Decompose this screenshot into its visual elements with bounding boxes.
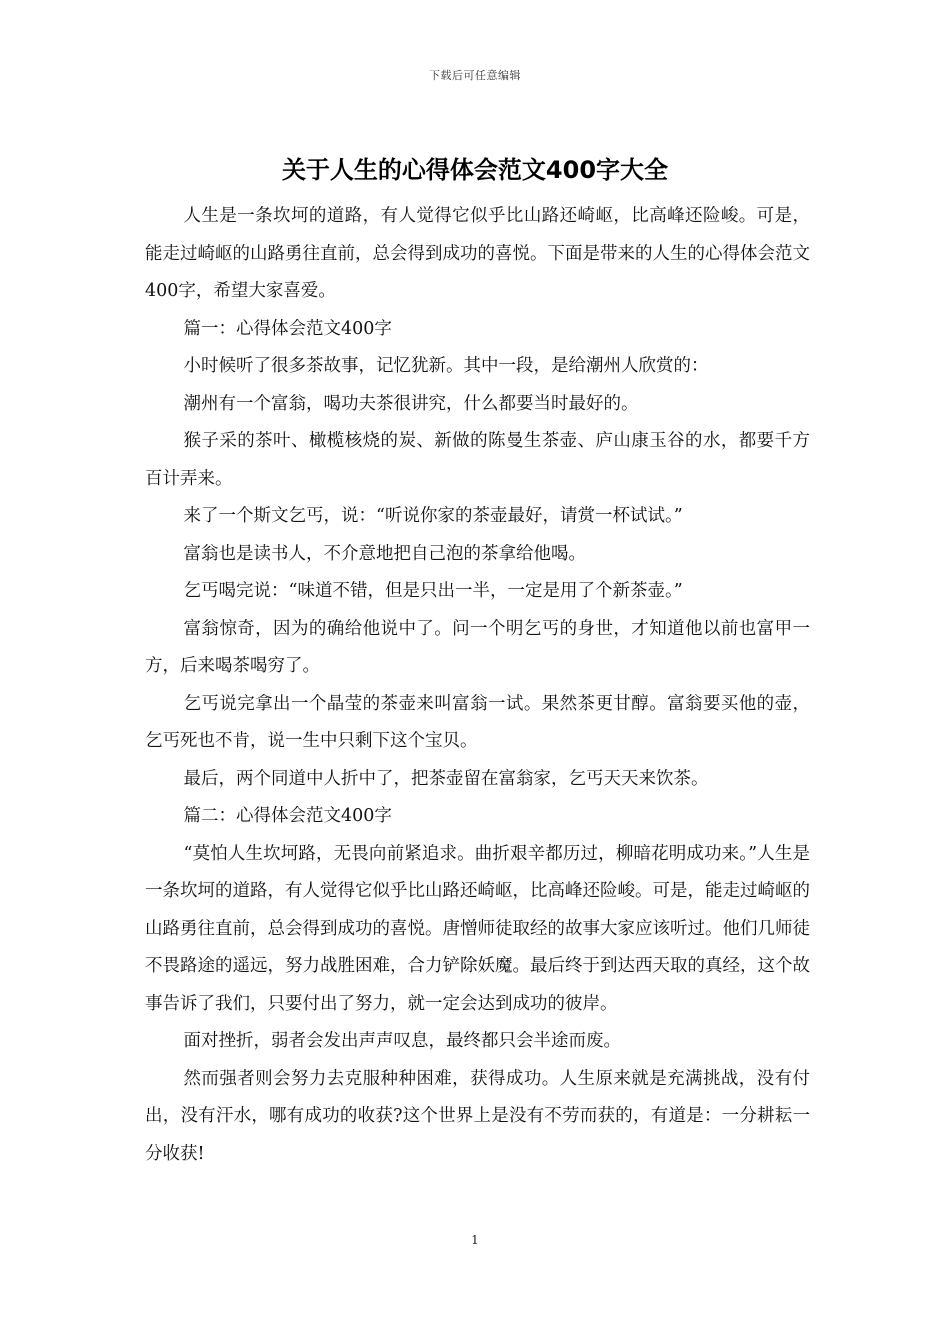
paragraph: 面对挫折，弱者会发出声声叹息，最终都只会半途而废。	[183, 1031, 621, 1051]
paragraph: 乞丐说完拿出一个晶莹的茶壶来叫富翁一试。果然茶更甘醇。富翁要买他的壶，乞丐死也不肯，说一生中只剩下这个宝贝。	[145, 693, 810, 751]
header-note: 下载后可任意编辑	[429, 69, 521, 82]
section-heading-1: 篇一：心得体会范文400字	[183, 318, 392, 339]
document-body	[145, 198, 810, 1173]
document-title: 关于人生的心得体会范文400字大全	[281, 156, 669, 184]
paragraph: 猴子采的茶叶、橄榄核烧的炭、新做的陈曼生茶壶、庐山康玉谷的水，都要千方百计弄来。	[145, 431, 810, 489]
paragraph: 小时候听了很多茶故事，记忆犹新。其中一段，是给潮州人欣赏的：	[183, 356, 709, 376]
paragraph: 乞丐喝完说：“味道不错，但是只出一半，一定是用了个新茶壶。”	[183, 581, 683, 601]
section-heading-2: 篇二：心得体会范文400字	[183, 806, 392, 826]
paragraph-intro: 人生是一条坎坷的道路，有人觉得它似乎比山路还崎岖，比高峰还险峻。可是，能走过崎岖的山路勇往直前，总会得到成功的喜悦。下面是带来的人生的心得体会范文400字，希望大家喜爱。	[145, 206, 810, 301]
paragraph: 富翁惊奇，因为的确给他说中了。问一个明乞丐的身世，才知道他以前也富甲一方，后来喝茶喝穷了。	[145, 618, 810, 676]
paragraph: 最后，两个同道中人折中了，把茶壶留在富翁家，乞丐天天来饮茶。	[183, 768, 709, 789]
page-number: 1	[471, 1233, 479, 1247]
paragraph: “莫怕人生坎坷路，无畏向前紧追求。曲折艰辛都历过，柳暗花明成功来。”人生是一条坎坷的道路，有人觉得它似乎比山路还崎岖，比高峰还险峻。可是，能走过崎岖的山路勇往直前，总会得到成功的喜悦。唐憎师徒取经的故事大家应该听过。他们几师徒不畏路途的遥远，努力战胜困难，合力铲除妖魔。最后终于到达西天取的真经，这个故事告诉了我们，只要付出了努力，就一定会达到成功的彼岸。	[145, 843, 810, 1014]
paragraph: 来了一个斯文乞丐，说：“听说你家的茶壶最好，请赏一杯试试。”	[183, 506, 683, 526]
paragraph: 潮州有一个富翁，喝功夫茶很讲究，什么都要当时最好的。	[183, 393, 639, 414]
paragraph: 然而强者则会努力去克服种种困难，获得成功。人生原来就是充满挑战，没有付出，没有汗水，哪有成功的收获?这个世界上是没有不劳而获的，有道是：一分耕耘一分收获!	[145, 1068, 810, 1164]
paragraph: 富翁也是读书人，不介意地把自己泡的茶拿给他喝。	[183, 543, 586, 564]
